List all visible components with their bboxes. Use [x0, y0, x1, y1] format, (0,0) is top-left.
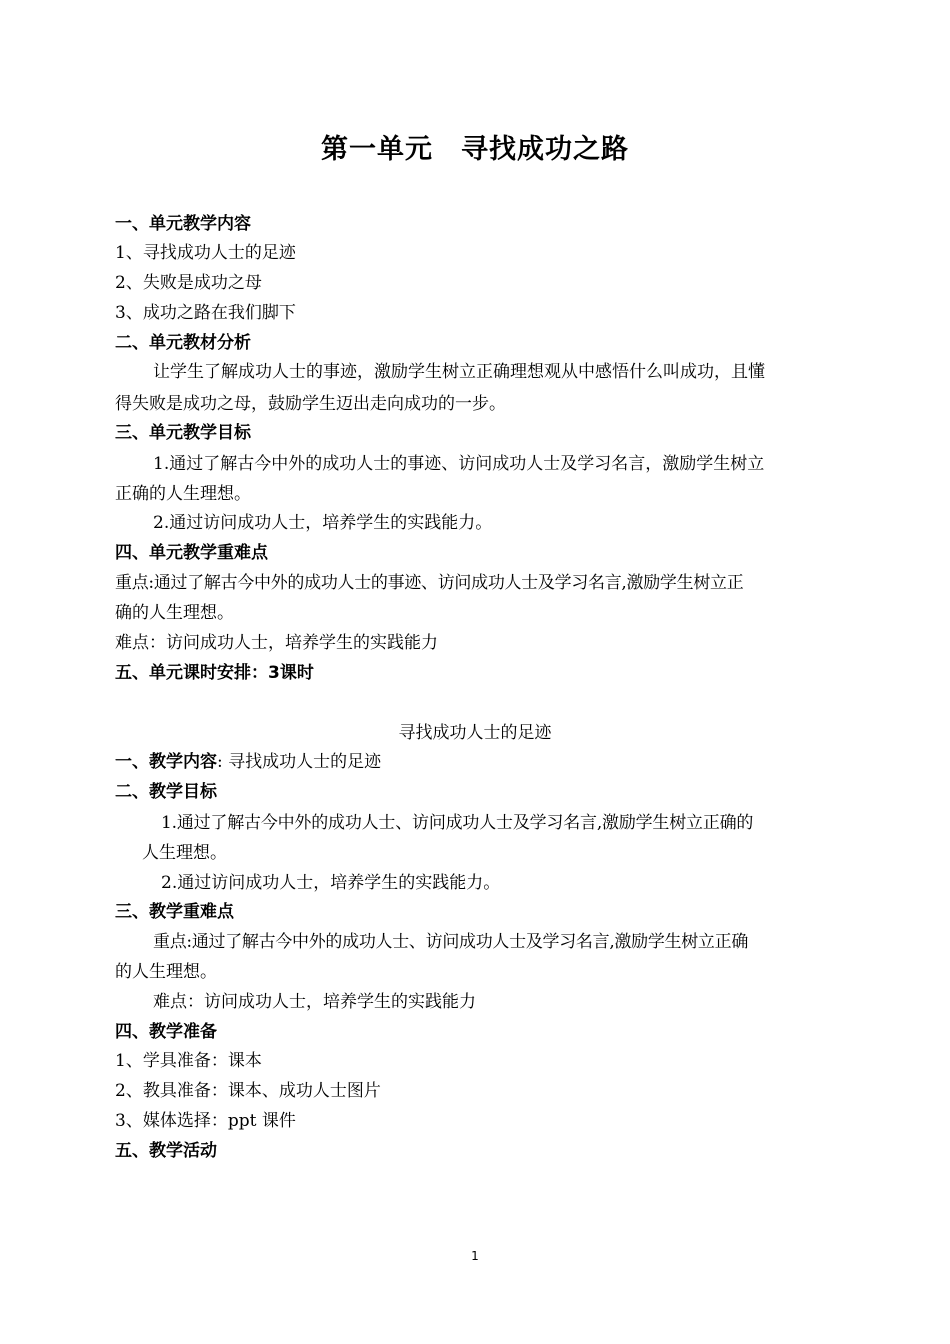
unit-key-point-line-1: 重点:通过了解古今中外的成功人士的事迹、访问成功人士及学习名言,激励学生树立正 [115, 573, 744, 593]
unit-content-item-2: 2、失败是成功之母 [115, 273, 262, 293]
lesson-content-text: : 寻找成功人士的足迹 [217, 752, 382, 772]
unit-goal-1-line-2: 正确的人生理想。 [115, 484, 251, 504]
title-topic: 寻找成功之路 [461, 134, 629, 165]
unit-key-point-line-2: 确的人生理想。 [115, 603, 234, 623]
unit-goal-2: 2.通过访问成功人士，培养学生的实践能力。 [153, 513, 493, 533]
lesson-key-point-line-1: 重点:通过了解古今中外的成功人士、访问成功人士及学习名言,激励学生树立正确 [153, 932, 749, 952]
unit-goals-heading: 三、单元教学目标 [115, 423, 251, 443]
lesson-content-heading: 一、教学内容 [115, 752, 217, 772]
unit-difficulty: 难点：访问成功人士，培养学生的实践能力 [115, 633, 438, 653]
unit-goal-1-line-1: 1.通过了解古今中外的成功人士的事迹、访问成功人士及学习名言，激励学生树立 [153, 454, 765, 474]
lesson-prep-item-1: 1、学具准备：课本 [115, 1051, 262, 1071]
lesson-prep-item-3: 3、媒体选择：ppt 课件 [115, 1111, 296, 1131]
unit-content-item-1: 1、寻找成功人士的足迹 [115, 243, 296, 263]
lesson-prep-item-2: 2、教具准备：课本、成功人士图片 [115, 1081, 381, 1101]
unit-analysis-line-1: 让学生了解成功人士的事迹，激励学生树立正确理想观从中感悟什么叫成功，且懂 [153, 362, 765, 382]
lesson-goal-1-line-1: 1.通过了解古今中外的成功人士、访问成功人士及学习名言,激励学生树立正确的 [161, 813, 754, 833]
lesson-activities-heading: 五、教学活动 [115, 1141, 217, 1161]
lesson-key-point-line-2: 的人生理想。 [115, 962, 217, 982]
unit-schedule-heading: 五、单元课时安排：3课时 [115, 663, 314, 683]
lesson-goal-1-line-2: 人生理想。 [142, 843, 227, 863]
lesson-difficulty: 难点：访问成功人士，培养学生的实践能力 [153, 992, 476, 1012]
unit-content-item-3: 3、成功之路在我们脚下 [115, 303, 296, 323]
lesson-content-line [115, 751, 381, 773]
unit-analysis-heading: 二、单元教材分析 [115, 333, 251, 353]
lesson-key-points-heading: 三、教学重难点 [115, 902, 234, 922]
page-number: 1 [471, 1249, 479, 1263]
unit-key-points-heading: 四、单元教学重难点 [115, 543, 268, 563]
unit-analysis-line-2: 得失败是成功之母，鼓励学生迈出走向成功的一步。 [115, 394, 506, 414]
lesson-subtitle: 寻找成功人士的足迹 [398, 723, 552, 743]
lesson-goal-2: 2.通过访问成功人士，培养学生的实践能力。 [161, 873, 501, 893]
lesson-prep-heading: 四、教学准备 [115, 1022, 217, 1042]
lesson-goals-heading: 二、教学目标 [115, 782, 217, 802]
title-unit: 第一单元 [321, 134, 433, 165]
unit-content-heading: 一、单元教学内容 [115, 214, 251, 234]
page-title [0, 127, 950, 166]
